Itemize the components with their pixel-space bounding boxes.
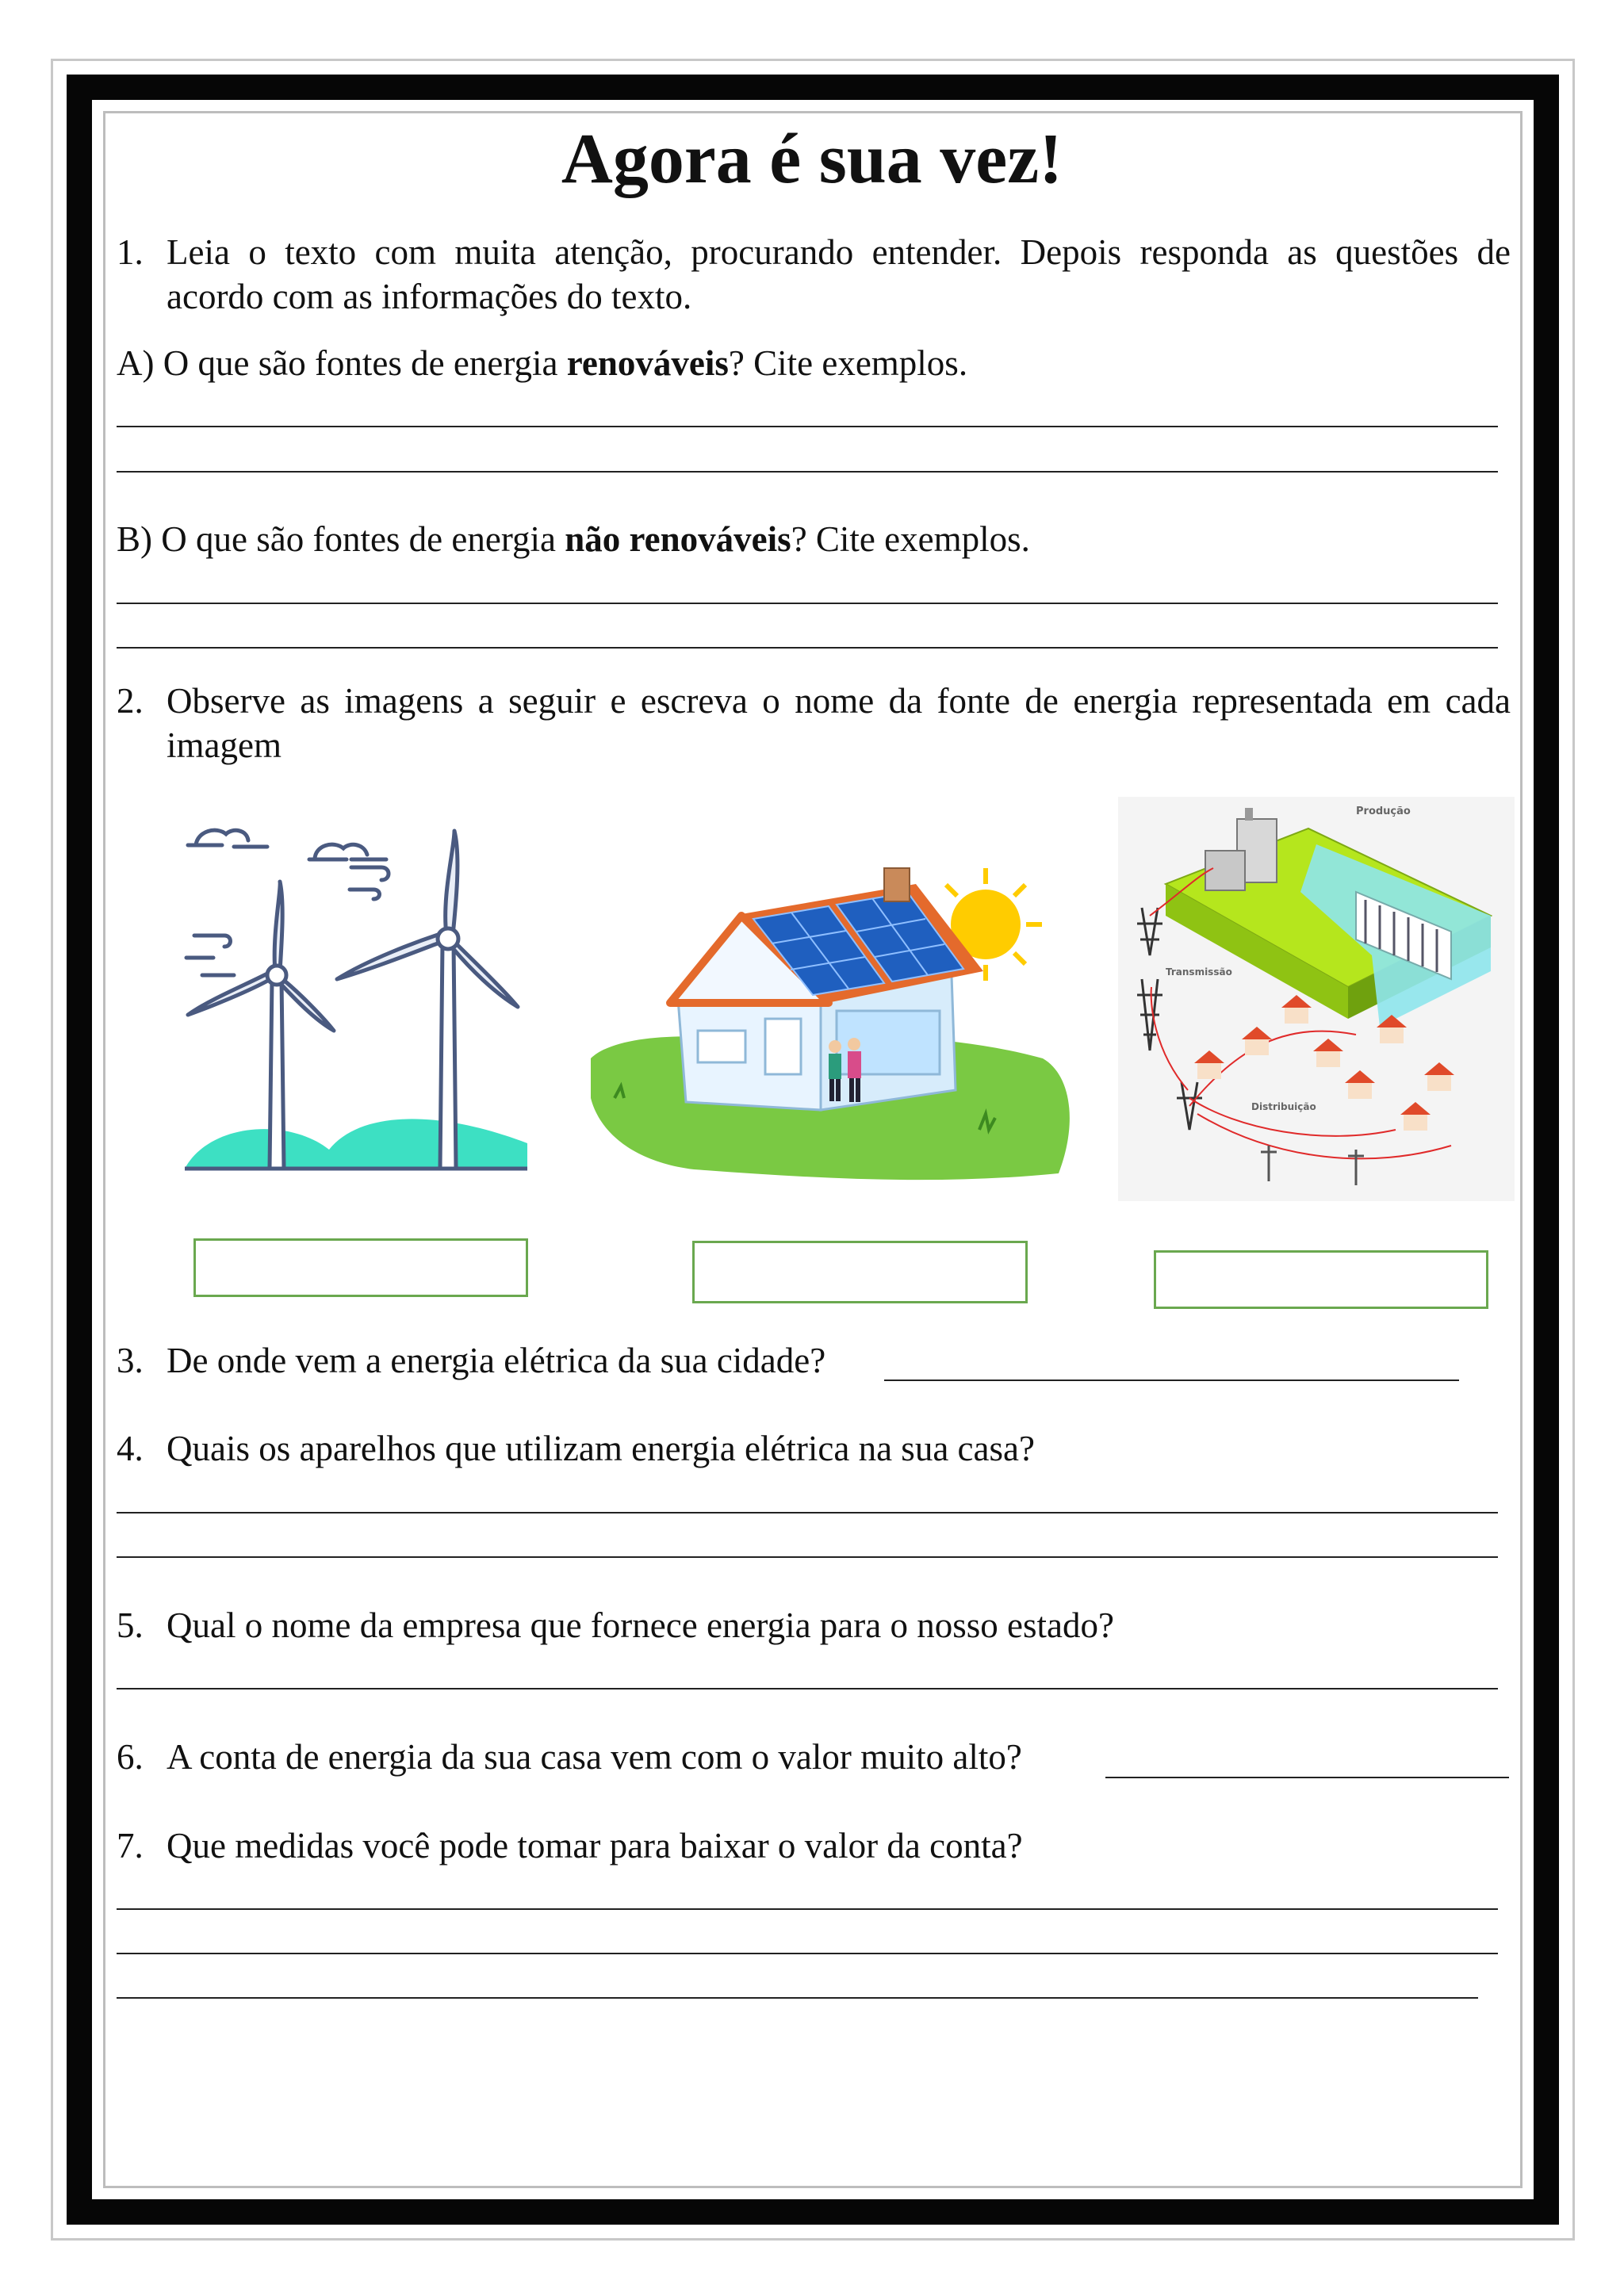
q4-text: Quais os aparelhos que utilizam energia elétrica na sua casa?	[167, 1429, 1035, 1468]
q6-answer-line[interactable]	[1105, 1777, 1509, 1778]
q7-text: Que medidas você pode tomar para baixar o valor da conta?	[167, 1826, 1023, 1866]
q5-number: 5.	[117, 1605, 144, 1645]
worksheet-title: Agora é sua vez!	[561, 120, 1063, 198]
qB-answer-line-1[interactable]	[117, 603, 1498, 604]
q2-answer-box-solar[interactable]	[692, 1241, 1028, 1303]
q7-number: 7.	[117, 1826, 144, 1866]
label-distribution: Distribuição	[1251, 1101, 1316, 1112]
q3-number: 3.	[117, 1341, 144, 1380]
qB-text: B) O que são fontes de energia não renováveis? Cite exemplos.	[117, 519, 1030, 559]
q1-text-line2: acordo com as informações do texto.	[167, 277, 692, 316]
label-transmission: Transmissão	[1166, 966, 1232, 978]
q1-text-line1: Leia o texto com muita atenção, procurando entender. Depois responda as questões de	[167, 232, 1511, 272]
solar-house-image	[583, 860, 1074, 1193]
q2-text-line2: imagem	[167, 725, 282, 765]
q2-answer-box-wind[interactable]	[193, 1238, 528, 1297]
q2-number: 2.	[117, 681, 144, 721]
power-grid-diagram	[1118, 797, 1515, 1201]
qA-text: A) O que são fontes de energia renováveis? Cite exemplos.	[117, 343, 968, 383]
q2-answer-box-grid[interactable]	[1154, 1250, 1488, 1309]
label-production: Produção	[1356, 806, 1411, 817]
qA-answer-line-2[interactable]	[117, 471, 1498, 473]
q3-text: De onde vem a energia elétrica da sua cidade?	[167, 1341, 826, 1380]
q2-text-line1: Observe as imagens a seguir e escreva o nome da fonte de energia representada em cada	[167, 681, 1511, 721]
q4-number: 4.	[117, 1429, 144, 1468]
q5-text: Qual o nome da empresa que fornece energia para o nosso estado?	[167, 1605, 1114, 1645]
q7-answer-line-1[interactable]	[117, 1908, 1498, 1910]
qA-answer-line-1[interactable]	[117, 426, 1498, 427]
q4-answer-line-2[interactable]	[117, 1556, 1498, 1558]
q7-answer-line-2[interactable]	[117, 1953, 1498, 1954]
q6-number: 6.	[117, 1737, 144, 1777]
q7-answer-line-3[interactable]	[117, 1997, 1478, 1999]
q6-text: A conta de energia da sua casa vem com o valor muito alto?	[167, 1737, 1022, 1777]
wind-turbines-image	[178, 817, 535, 1173]
qB-answer-line-2[interactable]	[117, 647, 1498, 649]
q5-answer-line[interactable]	[117, 1688, 1498, 1689]
q4-answer-line-1[interactable]	[117, 1512, 1498, 1513]
q1-number: 1.	[117, 232, 144, 272]
q3-answer-line[interactable]	[884, 1380, 1459, 1381]
